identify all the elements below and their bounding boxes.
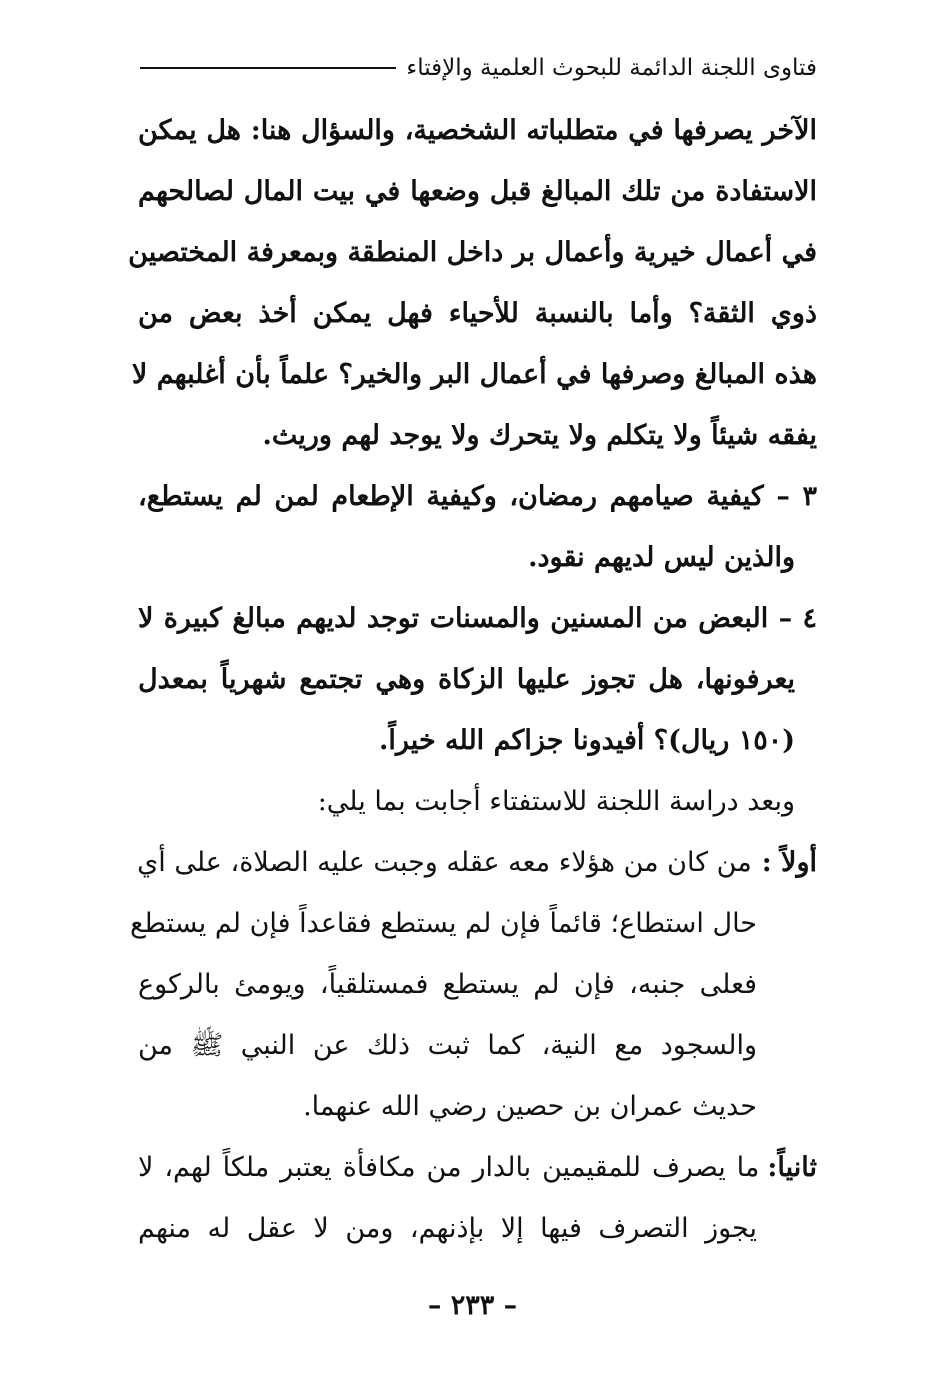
first-answer-text: من كان من هؤلاء معه عقله وجبت عليه الصلاة، على أي — [137, 847, 752, 878]
item-4-line: يعرفونها، هل تجوز عليها الزكاة وهي تجتمع شهرياً بمعدل — [138, 664, 795, 695]
question-line: ذوي الثقة؟ وأما بالنسبة للأحياء فهل يمكن أخذ بعض من — [138, 298, 817, 329]
question-line: يفقه شيئاً ولا يتكلم ولا يتحرك ولا يوجد لهم وريث. — [262, 420, 817, 451]
second-answer-line — [138, 1137, 817, 1198]
header-rule — [140, 67, 396, 69]
running-header — [140, 48, 817, 88]
first-answer-line: والسجود مع النية، كما ثبت ذلك عن النبي ﷺ من — [138, 1030, 757, 1061]
question-line: في أعمال خيرية وأعمال بر داخل المنطقة وبمعرفة المختصين — [128, 237, 817, 268]
second-answer-text: ما يصرف للمقيمين بالدار من مكافأة يعتبر ملكاً لهم، لا — [138, 1152, 760, 1183]
question-line: الاستفادة من تلك المبالغ قبل وضعها في بيت المال لصالحهم — [138, 176, 817, 207]
answer-intro: وبعد دراسة اللجنة للاستفتاء أجابت بما يلي: — [317, 786, 795, 817]
first-answer-line — [138, 832, 817, 893]
page-body — [128, 100, 817, 1259]
page-number: – ٢٣٣ – — [427, 1290, 518, 1321]
second-answer-line: يجوز التصرف فيها إلا بإذنهم، ومن لا عقل له منهم — [138, 1213, 757, 1244]
item-4-line: (١٥٠ ريال)؟ أفيدونا جزاكم الله خيراً. — [379, 725, 795, 756]
first-answer-label: أولاً : — [761, 847, 817, 878]
second-answer-label: ثانياً: — [767, 1152, 817, 1183]
item-4-line: ٤ – البعض من المسنين والمسنات توجد لديهم مبالغ كبيرة لا — [138, 603, 817, 634]
item-3-line: والذين ليس لديهم نقود. — [528, 542, 795, 573]
question-line: هذه المبالغ وصرفها في أعمال البر والخير؟ علماً بأن أغلبهم لا — [131, 359, 817, 390]
question-line: الآخر يصرفها في متطلباته الشخصية، والسؤال هنا: هل يمكن — [138, 115, 817, 146]
first-answer-line: حال استطاع؛ قائماً فإن لم يستطع فقاعداً فإن لم يستطع — [129, 908, 757, 939]
first-answer-line: فعلى جنبه، فإن لم يستطع فمستلقياً، ويومئ بالركوع — [138, 969, 757, 1000]
header-title: فتاوى اللجنة الدائمة للبحوث العلمية والإفتاء — [406, 55, 817, 81]
item-3-line: ٣ – كيفية صيامهم رمضان، وكيفية الإطعام لمن لم يستطع، — [138, 481, 817, 512]
first-answer-line: حديث عمران بن حصين رضي الله عنهما. — [303, 1091, 757, 1122]
